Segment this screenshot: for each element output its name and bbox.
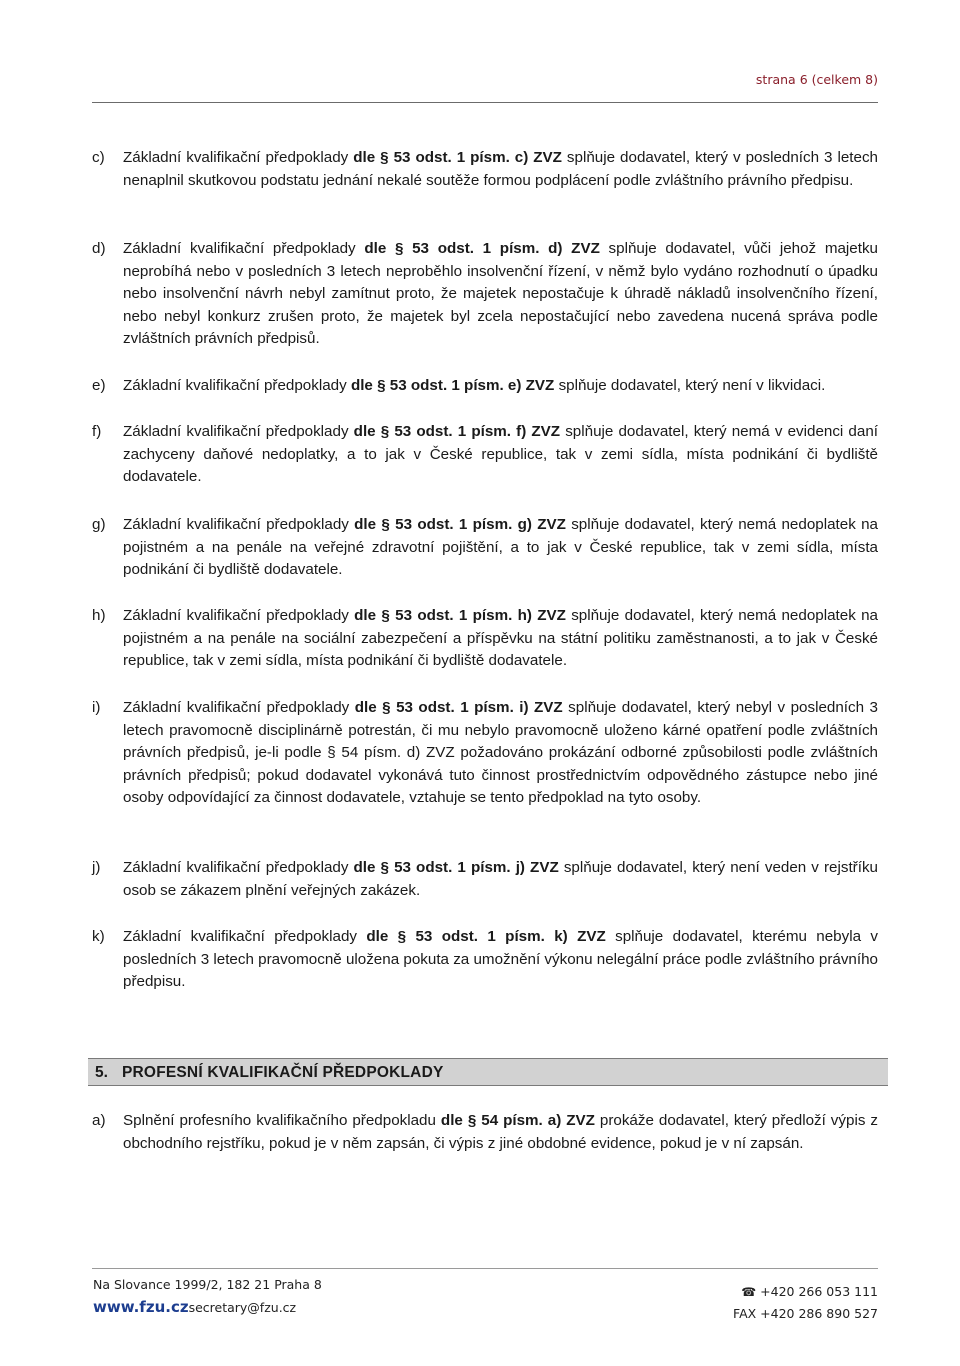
page-number-label: strana 6 (celkem 8) — [755, 72, 878, 87]
item-text-rest: splňuje dodavatel, který není v likvidaci. — [554, 377, 826, 394]
section-title: PROFESNÍ KVALIFIKAČNÍ PŘEDPOKLADY — [122, 1064, 444, 1081]
item-legal-reference: dle § 53 odst. 1 písm. j) ZVZ — [353, 859, 559, 876]
list-item — [92, 375, 878, 398]
item-legal-reference: dle § 53 odst. 1 písm. k) ZVZ — [366, 928, 606, 945]
item-legal-reference: dle § 53 odst. 1 písm. d) ZVZ — [364, 240, 600, 257]
list-item — [92, 605, 878, 673]
item-text — [123, 857, 878, 902]
item-legal-reference: dle § 53 odst. 1 písm. g) ZVZ — [354, 516, 566, 533]
item-text-lead: Základní kvalifikační předpoklady — [123, 607, 355, 624]
item-legal-reference: dle § 53 odst. 1 písm. c) ZVZ — [353, 149, 562, 166]
list-item — [92, 147, 878, 192]
item-text-lead: Základní kvalifikační předpoklady — [123, 240, 365, 257]
item-legal-reference: dle § 53 odst. 1 písm. e) ZVZ — [350, 377, 555, 394]
footer-phone: +420 266 053 111 — [760, 1284, 878, 1299]
telephone-icon: ☎ — [741, 1285, 757, 1299]
footer-phone-line — [733, 1281, 878, 1303]
item-marker: k) — [92, 928, 105, 945]
header-divider — [92, 102, 878, 103]
item-text — [123, 514, 878, 582]
list-item — [92, 697, 878, 810]
item-text — [123, 926, 878, 994]
list-item — [92, 238, 878, 351]
item-text-rest: splňuje dodavatel, který nemá nedoplatek na pojistném a na penále na veřejné zdravotní pojištění, a to jak v České republice, tak v zemi sídla, místa podnikání či bydliště dodavatele. — [123, 516, 878, 578]
item-legal-reference: dle § 53 odst. 1 písm. i) ZVZ — [354, 699, 563, 716]
list-item — [92, 421, 878, 489]
item-text-lead: Splnění profesního kvalifikačního předpokladu — [123, 1112, 441, 1129]
item-text-rest: splňuje dodavatel, který v posledních 3 letech nenaplnil skutkovou podstatu jednání nekalé soutěže formou podplácení podle zvláštního právního předpisu. — [123, 149, 878, 189]
footer-fax: FAX +420 286 890 527 — [733, 1306, 878, 1321]
footer-contact-right — [733, 1281, 878, 1324]
item-text-rest: prokáže dodavatel, který předloží výpis z obchodního rejstříku, pokud je v něm zapsán, či výpis z jiné obdobné evidence, pokud je v ní zapsán. — [123, 1112, 878, 1152]
footer-divider — [92, 1268, 878, 1269]
item-text-rest: splňuje dodavatel, vůči jehož majetku neprobíhá nebo v posledních 3 letech neproběhlo insolvenční řízení, v němž bylo vydáno rozhodnutí o úpadku nebo insolvenční návrh nebyl zamítnut proto, že majetek nepostačuje k úhradě nákladů insolvenčního řízení, nebo nebyl konkurz zrušen proto, že majetek byl zcela nepostačující nebo zavedena nucená správa podle zvláštních právních předpisů. — [123, 240, 879, 347]
item-text — [123, 421, 878, 489]
email-link[interactable]: secretary@fzu.cz — [188, 1300, 297, 1315]
item-text — [123, 605, 878, 673]
list-item — [92, 1110, 878, 1155]
item-text-lead: Základní kvalifikační předpoklady — [123, 516, 355, 533]
item-text-lead: Základní kvalifikační předpoklady — [123, 149, 354, 166]
item-text — [123, 1110, 878, 1155]
item-marker: c) — [92, 149, 105, 166]
item-marker: f) — [92, 423, 102, 440]
item-marker: g) — [92, 516, 106, 533]
item-marker: j) — [92, 859, 101, 876]
item-marker: d) — [92, 240, 106, 257]
list-item — [92, 857, 878, 902]
footer-web-line — [93, 1298, 322, 1316]
item-text-lead: Základní kvalifikační předpoklady — [123, 423, 354, 440]
item-text-lead: Základní kvalifikační předpoklady — [123, 377, 351, 394]
section-heading-bar — [88, 1058, 888, 1086]
item-marker: e) — [92, 377, 106, 394]
list-item — [92, 514, 878, 582]
item-text — [123, 697, 878, 810]
item-text-rest: splňuje dodavatel, který nemá nedoplatek na pojistném a na penále na sociální zabezpečení a příspěvku na státní politiku zaměstnanosti, a to jak v České republice, tak v zemi sídla, místa podnikání či bydliště dodavatele. — [123, 607, 878, 669]
footer-address: Na Slovance 1999/2, 182 21 Praha 8 — [93, 1277, 322, 1292]
list-item — [92, 926, 878, 994]
item-legal-reference: dle § 54 písm. a) ZVZ — [440, 1112, 595, 1129]
item-text-rest: splňuje dodavatel, který nebyl v posledních 3 letech pravomocně disciplinárně potrestán, či mu nebylo pravomocně uloženo kárné opatření podle zvláštních právních předpisů, je-li podle § 54 písm. d) ZVZ požadováno prokázání odborné způsobilosti podle zvláštních právních předpisů; pokud dodavatel vykonává tuto činnost prostřednictvím odpovědného zástupce nebo jiné osoby odpovídající za činnost dodavatele, vztahuje se tento předpoklad na tyto osoby. — [123, 699, 878, 806]
item-text — [123, 238, 878, 351]
item-text-lead: Základní kvalifikační předpoklady — [123, 859, 354, 876]
item-text-rest: splňuje dodavatel, který nemá v evidenci daní zachyceny daňové nedoplatky, a to jak v České republice, tak v zemi sídla, místa podnikání či bydliště dodavatele. — [123, 423, 878, 485]
section-number: 5. — [95, 1064, 108, 1081]
item-text-rest: splňuje dodavatel, kterému nebyla v posledních 3 letech pravomocně uložena pokuta za umožnění výkonu nelegální práce podle zvláštního právního předpisu. — [123, 928, 878, 990]
item-text-rest: splňuje dodavatel, který není veden v rejstříku osob se zákazem plnění veřejných zakázek. — [123, 859, 878, 899]
item-marker: a) — [92, 1112, 106, 1129]
item-legal-reference: dle § 53 odst. 1 písm. h) ZVZ — [354, 607, 566, 624]
website-link[interactable]: www.fzu.cz — [93, 1298, 189, 1316]
item-legal-reference: dle § 53 odst. 1 písm. f) ZVZ — [353, 423, 561, 440]
item-text-lead: Základní kvalifikační předpoklady — [123, 928, 367, 945]
item-marker: i) — [92, 699, 101, 716]
item-text-lead: Základní kvalifikační předpoklady — [123, 699, 355, 716]
footer-contact-left — [93, 1277, 322, 1316]
item-marker: h) — [92, 607, 106, 624]
item-text — [123, 375, 878, 398]
item-text — [123, 147, 878, 192]
